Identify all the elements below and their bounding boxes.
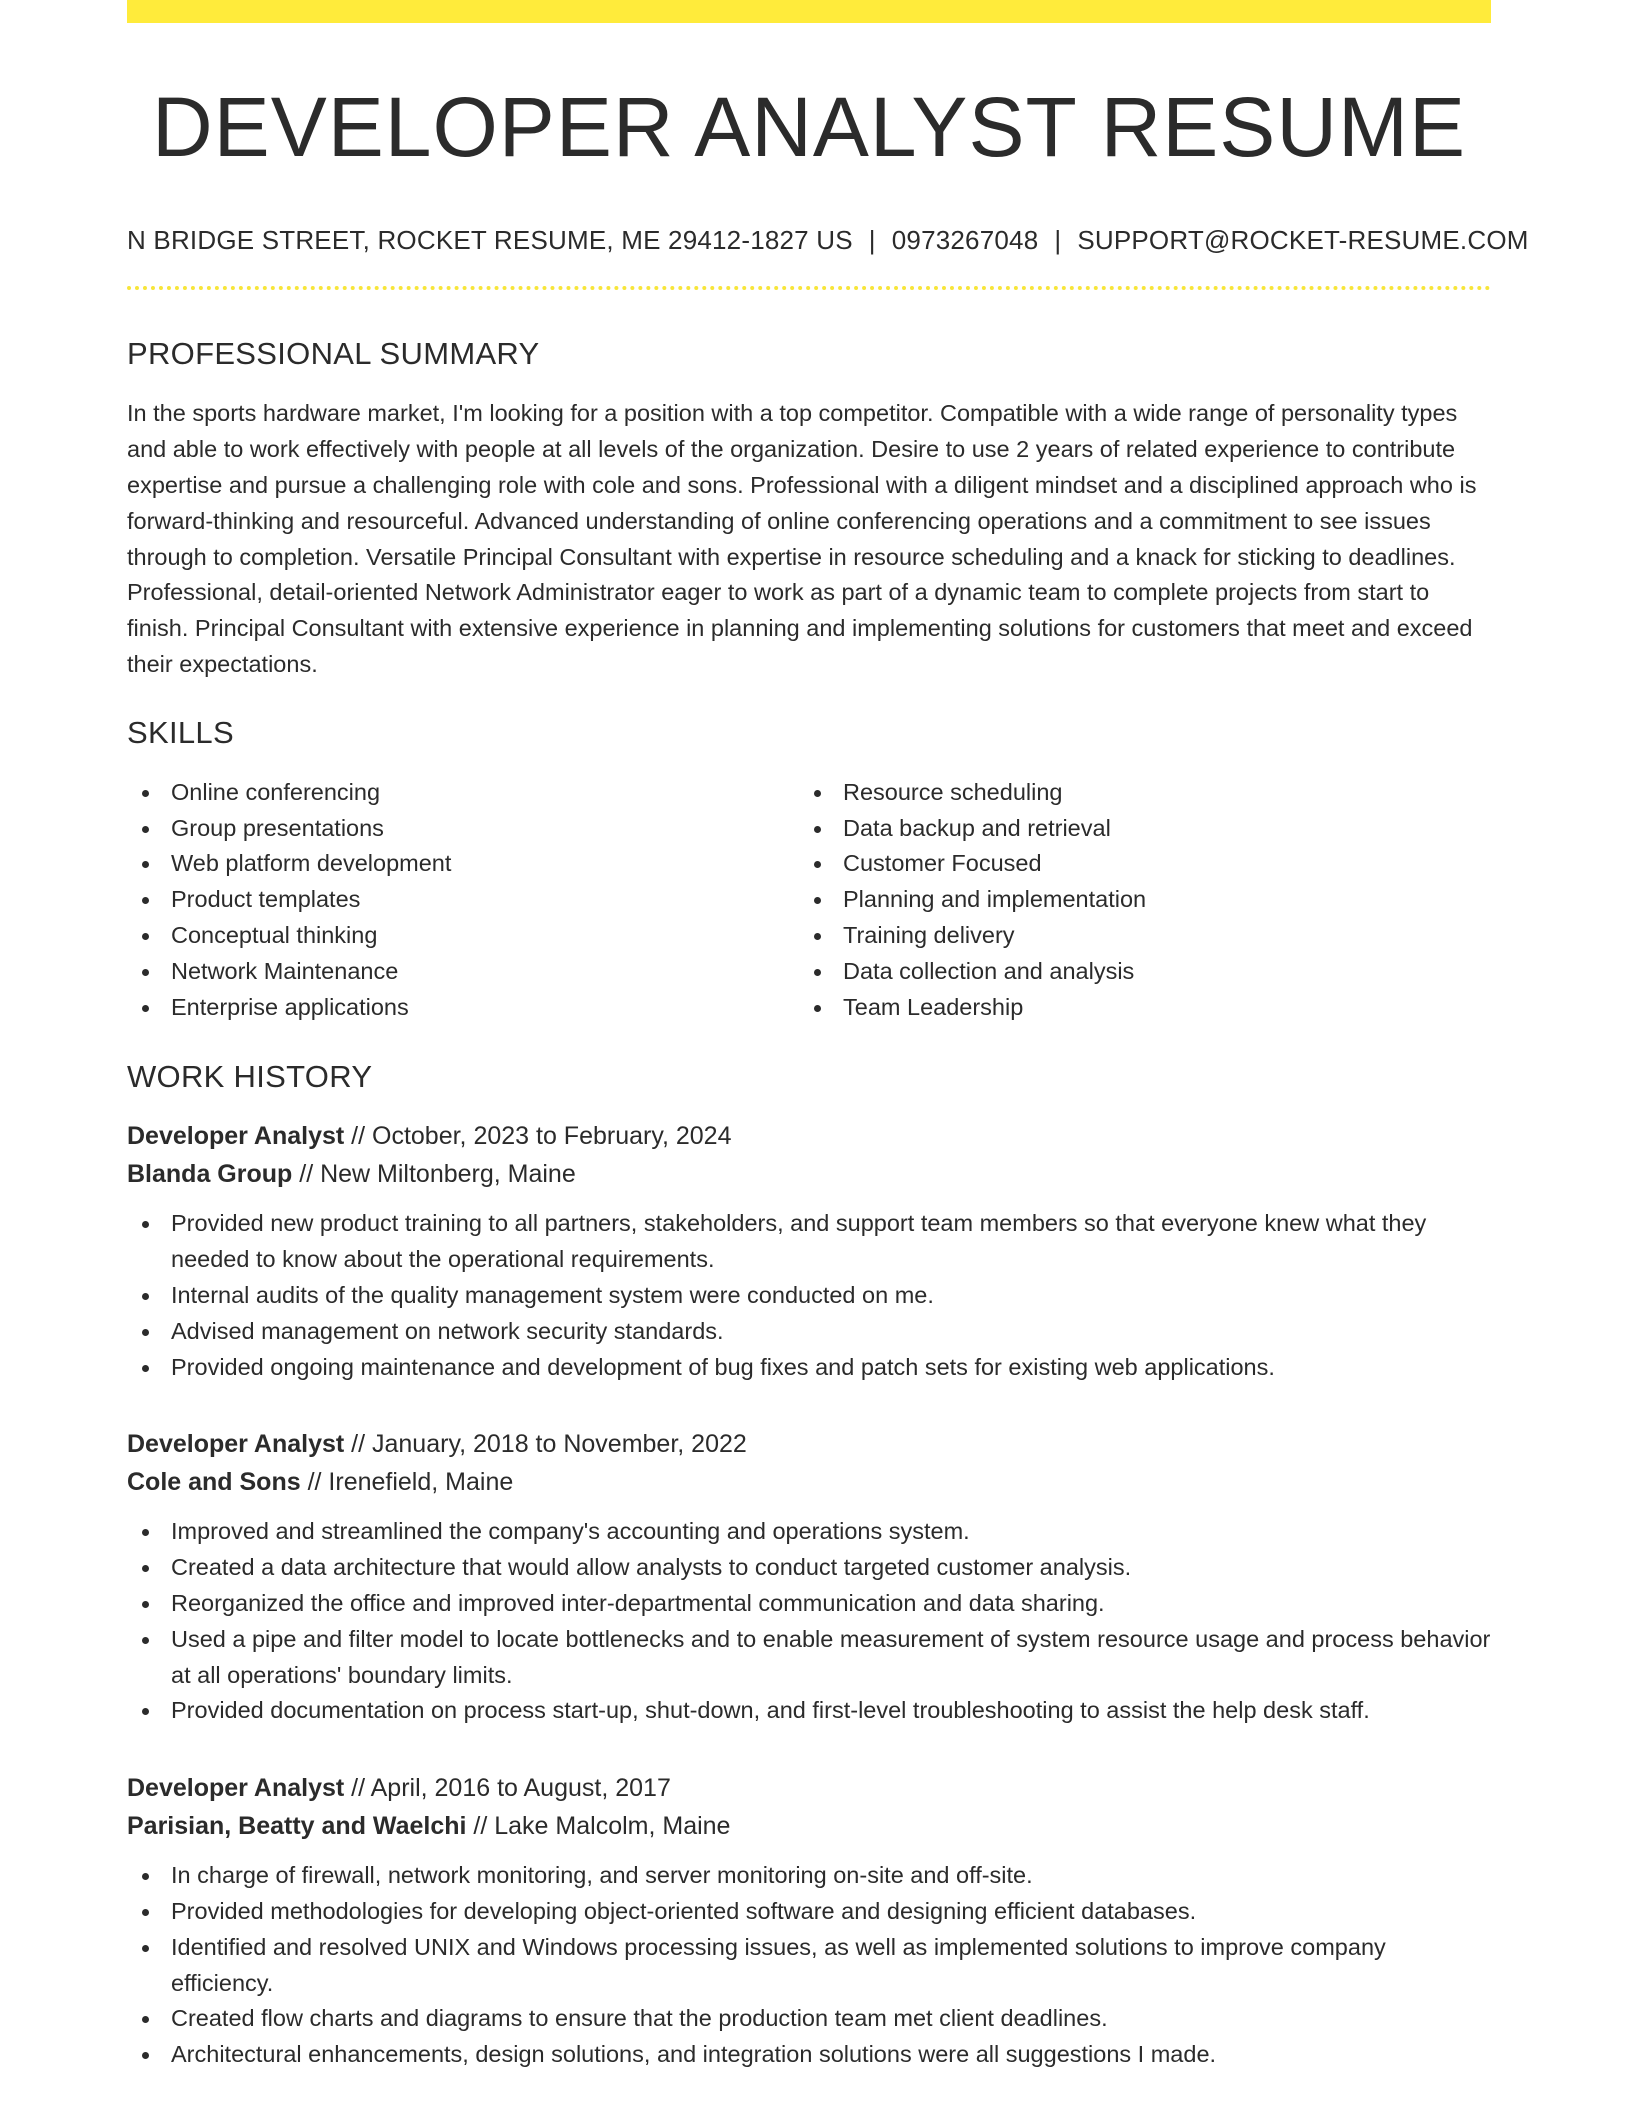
job-bullet: Internal audits of the quality management system were conducted on me. [127,1278,1491,1314]
job-entry [127,1769,1491,2073]
job-bullet: Created flow charts and diagrams to ensure that the production team met client deadlines. [127,2001,1491,2037]
job-company: Blanda Group [127,1160,293,1189]
header-divider [127,286,1491,290]
skill-item: Data backup and retrieval [799,811,1471,847]
skill-item: Product templates [127,882,799,918]
job-bullets [127,1514,1491,1729]
job-company: Parisian, Beatty and Waelchi [127,1812,467,1841]
skill-item: Customer Focused [799,846,1471,882]
skill-item: Conceptual thinking [127,918,799,954]
job-bullet: In charge of firewall, network monitoring, and server monitoring on-site and off-site. [127,1858,1491,1894]
skill-item: Team Leadership [799,990,1471,1026]
skill-item: Web platform development [127,846,799,882]
job-role: Developer Analyst [127,1430,345,1459]
job-company-line [127,1155,1491,1193]
skill-item: Planning and implementation [799,882,1471,918]
job-bullet: Advised management on network security standards. [127,1314,1491,1350]
contact-phone: 0973267048 [891,225,1039,256]
job-location: // New Miltonberg, Maine [292,1160,576,1189]
job-company: Cole and Sons [127,1468,301,1497]
job-bullet: Created a data architecture that would allow analysts to conduct targeted customer analysis. [127,1550,1491,1586]
job-bullet: Provided documentation on process start-up, shut-down, and first-level troubleshooting to assist the help desk staff. [127,1693,1491,1729]
job-bullets [127,1858,1491,2073]
job-bullets [127,1206,1491,1385]
job-bullet: Provided new product training to all partners, stakeholders, and support team members so that everyone knew what they needed to know about the operational requirements. [127,1206,1491,1278]
job-role-line [127,1117,1491,1155]
job-role: Developer Analyst [127,1774,345,1803]
job-location: // Irenefield, Maine [300,1468,514,1497]
skill-item: Enterprise applications [127,990,799,1026]
skills-heading: SKILLS [127,714,234,750]
job-bullet: Provided methodologies for developing object-oriented software and designing efficient databases. [127,1894,1491,1930]
job-role-line [127,1769,1491,1807]
skill-item: Resource scheduling [799,775,1471,811]
resume-title: DEVELOPER ANALYST RESUME [152,80,1466,174]
skill-item: Online conferencing [127,775,799,811]
job-company-line [127,1463,1491,1501]
job-entry [127,1117,1491,1385]
resume-page [127,0,1529,2073]
job-location: // Lake Malcolm, Maine [466,1812,731,1841]
skills-list [127,775,1491,1026]
job-bullet: Used a pipe and filter model to locate bottlenecks and to enable measurement of system resource usage and process behavior at all operations' boundary limits. [127,1622,1491,1694]
job-entry [127,1425,1491,1729]
job-bullet: Architectural enhancements, design solutions, and integration solutions were all suggestions I made. [127,2037,1491,2073]
summary-heading: PROFESSIONAL SUMMARY [127,336,540,372]
job-role: Developer Analyst [127,1122,345,1151]
skill-item: Group presentations [127,811,799,847]
job-bullet: Identified and resolved UNIX and Windows processing issues, as well as implemented solutions to improve company efficiency. [127,1930,1491,2002]
skill-item: Network Maintenance [127,954,799,990]
top-accent-bar [127,0,1491,23]
job-bullet: Provided ongoing maintenance and development of bug fixes and patch sets for existing web applications. [127,1350,1491,1386]
job-dates: // January, 2018 to November, 2022 [344,1430,747,1459]
skills-column-left [127,775,799,1026]
job-bullet: Improved and streamlined the company's accounting and operations system. [127,1514,1491,1550]
contact-email: SUPPORT@ROCKET-RESUME.COM [1077,225,1529,256]
skills-column-right [799,775,1471,1026]
contact-separator: | [1054,225,1062,256]
job-role-line [127,1425,1491,1463]
job-company-line [127,1807,1491,1845]
summary-text: In the sports hardware market, I'm looking for a position with a top competitor. Compatible with a wide range of personality types and able to work effectively with people at all levels of the organization. Desire to use 2 years of related experience to contribute expertise and pursue a challenging role with cole and sons. Professional with a diligent mindset and a disciplined approach who is forward-thinking and resourceful. Advanced understanding of online conferencing operations and a commitment to see issues through to completion. Versatile Principal Consultant with expertise in resource scheduling and a knack for sticking to deadlines. Professional, detail-oriented Network Administrator eager to work as part of a dynamic team to complete projects from start to finish. Principal Consultant with extensive experience in planning and implementing solutions for customers that meet and exceed their expectations. [127,400,1477,677]
contact-line [127,225,1529,256]
contact-separator: | [868,225,876,256]
contact-address: N BRIDGE STREET, ROCKET RESUME, ME 29412-1827 US [127,225,853,256]
job-dates: // October, 2023 to February, 2024 [344,1122,732,1151]
job-bullet: Reorganized the office and improved inter-departmental communication and data sharing. [127,1586,1491,1622]
work-history-heading: WORK HISTORY [127,1059,373,1095]
skill-item: Data collection and analysis [799,954,1471,990]
job-dates: // April, 2016 to August, 2017 [344,1774,671,1803]
skill-item: Training delivery [799,918,1471,954]
